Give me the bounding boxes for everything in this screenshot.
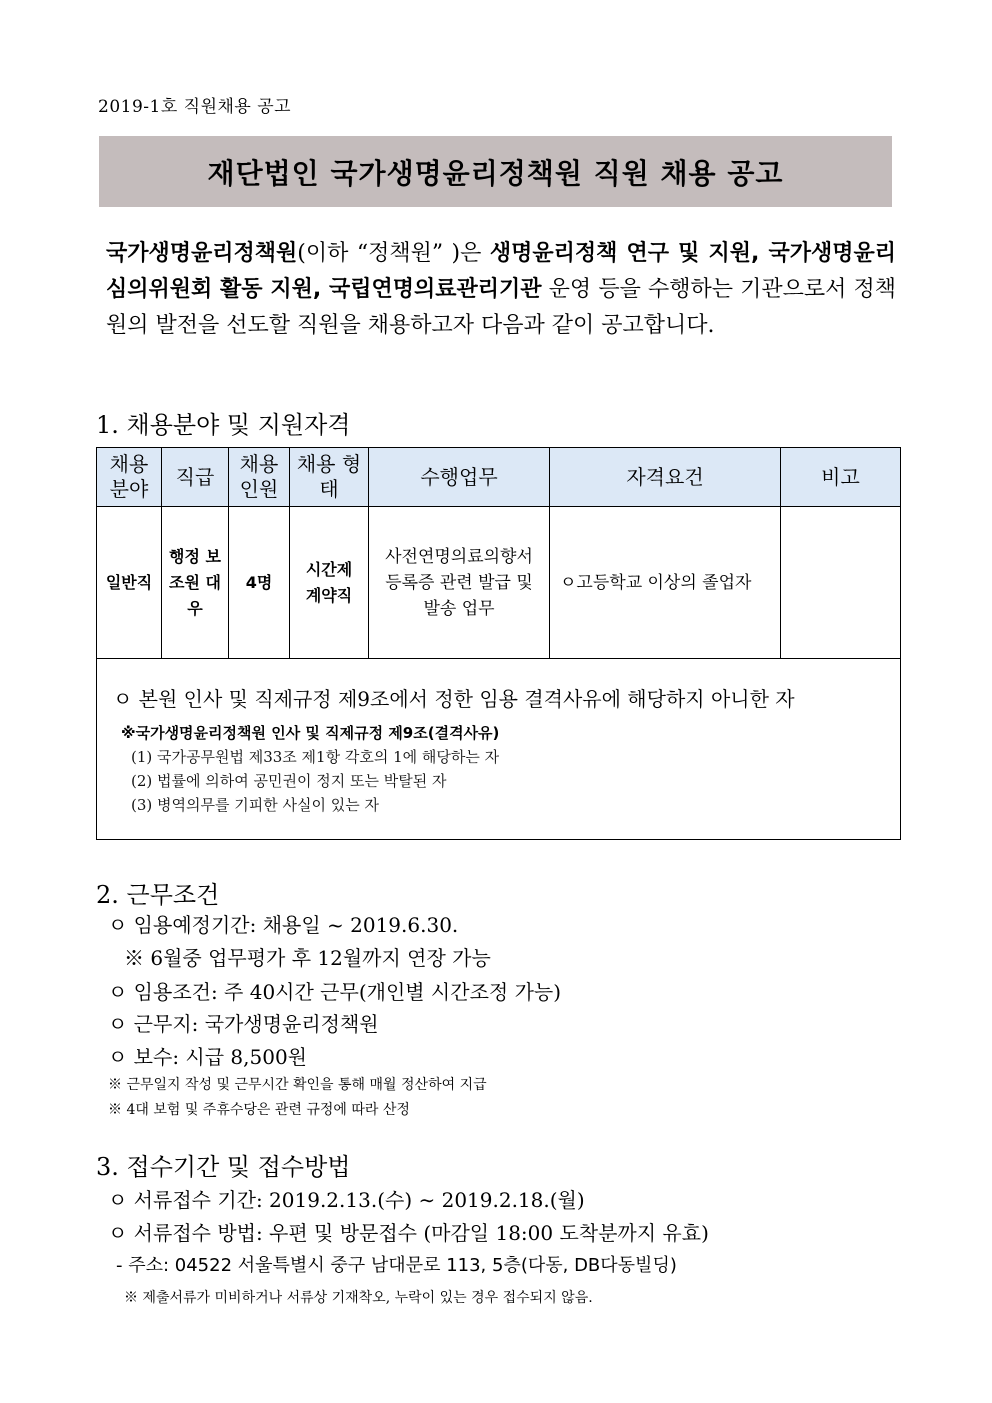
intro-paragraph bbox=[106, 236, 896, 344]
salary: ㅇ 보수: 시급 8,500원 bbox=[108, 1045, 307, 1069]
section1-heading: 1. 채용분야 및 지원자격 bbox=[96, 411, 351, 439]
notes-item: (1) 국가공무원법 제33조 제1항 각호의 1에 해당하는 자 bbox=[131, 748, 500, 766]
work-condition: ㅇ 임용조건: 주 40시간 근무(개인별 시간조정 가능) bbox=[108, 980, 562, 1004]
cell-rank: 행정 보조원 대우 bbox=[162, 507, 229, 659]
header-type: 채용 형태 bbox=[290, 448, 369, 507]
intro-text-1: (이하 “정책원” )은 bbox=[297, 241, 490, 266]
salary-note-1: ※ 근무일지 작성 및 근무시간 확인을 통해 매월 정산하여 지급 bbox=[108, 1077, 487, 1093]
notes-main: ㅇ 본원 인사 및 직제규정 제9조에서 정한 임용 결격사유에 해당하지 아니한 자 bbox=[113, 687, 795, 711]
document-number: 2019-1호 직원채용 공고 bbox=[98, 97, 292, 117]
header-qualification: 자격요건 bbox=[550, 448, 781, 507]
address: - 주소: 04522 서울특별시 중구 남대문로 113, 5층(다동, DB다동빌딩) bbox=[116, 1255, 677, 1276]
header-count: 채용 인원 bbox=[229, 448, 290, 507]
application-method: ㅇ 서류접수 방법: 우편 및 방문접수 (마감일 18:00 도착분까지 유효) bbox=[108, 1221, 709, 1245]
notes-row bbox=[97, 659, 901, 840]
header-note: 비고 bbox=[781, 448, 901, 507]
header-field: 채용 분야 bbox=[97, 448, 162, 507]
salary-note-2: ※ 4대 보험 및 주휴수당은 관련 규정에 따라 산정 bbox=[108, 1102, 410, 1118]
work-place: ㅇ 근무지: 국가생명윤리정책원 bbox=[108, 1012, 379, 1036]
cell-duty: 사전연명의료의향서 등록증 관련 발급 및 발송 업무 bbox=[369, 507, 550, 659]
header-duty: 수행업무 bbox=[369, 448, 550, 507]
application-period: ㅇ 서류접수 기간: 2019.2.13.(수) ∼ 2019.2.18.(월) bbox=[108, 1188, 585, 1212]
intro-duties: 생명윤리정책 연구 및 지원, 국가생명윤리심의위원회 활동 지원, 국립연명의료관리기관 bbox=[106, 241, 896, 302]
recruitment-table bbox=[96, 447, 901, 840]
table-row bbox=[97, 507, 901, 659]
header-rank: 직급 bbox=[162, 448, 229, 507]
cell-qualification: ㅇ고등학교 이상의 졸업자 bbox=[550, 507, 781, 659]
notes-item: (3) 병역의무를 기피한 사실이 있는 자 bbox=[131, 796, 379, 814]
notes-sub-title: ※국가생명윤리정책원 인사 및 직제규정 제9조(결격사유) bbox=[121, 724, 500, 742]
section2-heading: 2. 근무조건 bbox=[96, 881, 220, 909]
table-header-row bbox=[97, 448, 901, 507]
notes-cell bbox=[97, 659, 901, 840]
intro-text-2: 운영 등을 수행하는 기관으로서 정책원의 발전을 선도할 직원을 채용하고자 다음과 같이 공고합니다. bbox=[106, 277, 896, 338]
work-period-note: ※ 6월중 업무평가 후 12월까지 연장 가능 bbox=[124, 946, 491, 970]
cell-note bbox=[781, 507, 901, 659]
page-title: 재단법인 국가생명윤리정책원 직원 채용 공고 bbox=[207, 156, 784, 190]
cell-field: 일반직 bbox=[97, 507, 162, 659]
intro-org-name: 국가생명윤리정책원 bbox=[106, 241, 298, 266]
application-note: ※ 제출서류가 미비하거나 서류상 기재착오, 누락이 있는 경우 접수되지 않음. bbox=[124, 1290, 593, 1306]
cell-count: 4명 bbox=[229, 507, 290, 659]
notes-item: (2) 법률에 의하여 공민권이 정지 또는 박탈된 자 bbox=[131, 772, 447, 790]
section3-heading: 3. 접수기간 및 접수방법 bbox=[96, 1153, 351, 1181]
cell-type: 시간제 계약직 bbox=[290, 507, 369, 659]
work-period: ㅇ 임용예정기간: 채용일 ~ 2019.6.30. bbox=[108, 913, 459, 937]
title-banner bbox=[99, 136, 892, 207]
